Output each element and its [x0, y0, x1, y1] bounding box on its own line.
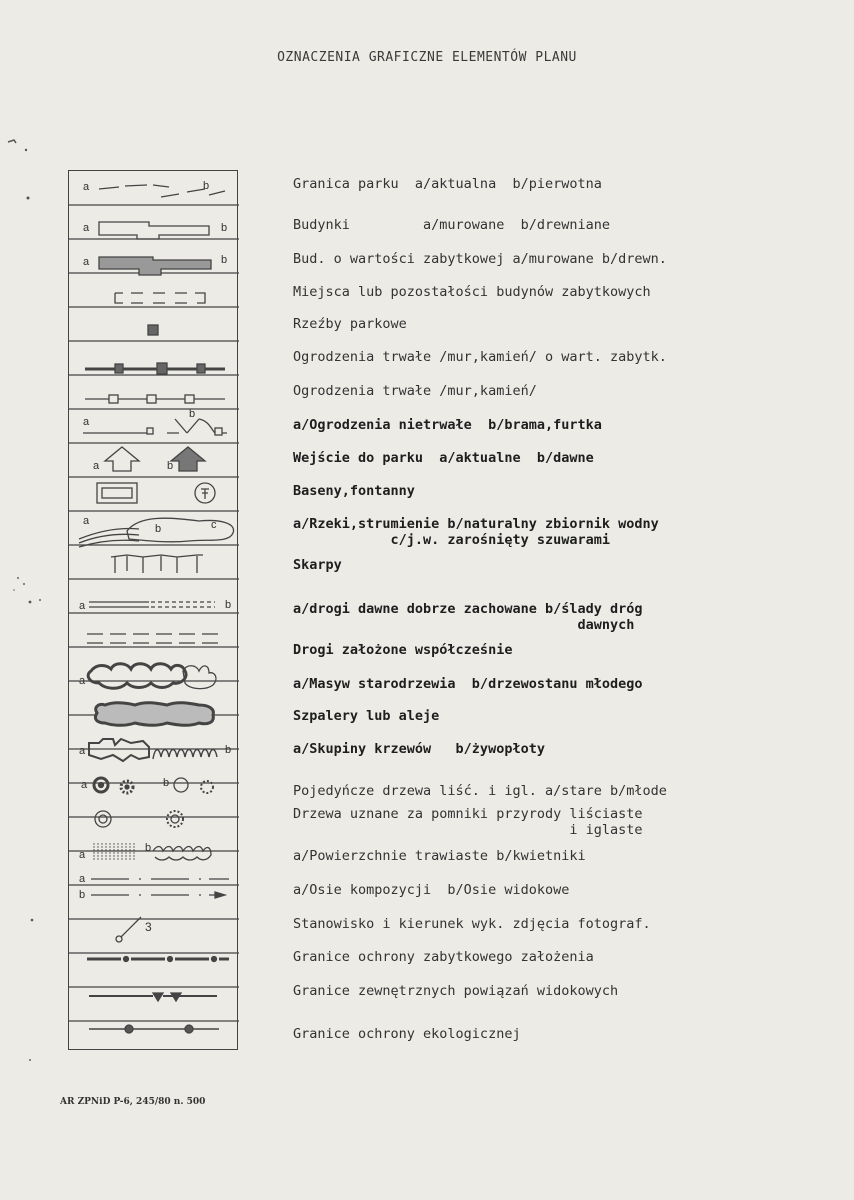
legend-label-baseny: Baseny,fontanny	[293, 483, 415, 499]
symbol-letter: a	[79, 849, 86, 861]
symbol-letter: a	[79, 600, 86, 612]
legend-label-ogrodzenia-trwale: Ogrodzenia trwałe /mur,kamień/	[293, 383, 537, 399]
legend-label-szpalery: Szpalery lub aleje	[293, 708, 440, 724]
symbol-letter: b	[145, 842, 152, 854]
legend-label-drogi-wspolczesne: Drogi założone współcześnie	[293, 642, 513, 658]
legend-label-pomniki: Drzewa uznane za pomniki przyrody liściaste	[293, 806, 643, 822]
legend-label-stanowisko: Stanowisko i kierunek wyk. zdjęcia fotograf.	[293, 916, 651, 932]
legend-label-drogi-dawne: a/drogi dawne dobrze zachowane b/ślady dróg	[293, 601, 643, 617]
legend-label-krzewy: a/Skupiny krzewów b/żywopłoty	[293, 741, 545, 757]
legend-label-ogrodzenia-zabytk: Ogrodzenia trwałe /mur,kamień/ o wart. zabytk.	[293, 349, 667, 365]
symbol-letter: b	[203, 180, 210, 192]
symbol-letter: a	[83, 416, 90, 428]
legend-label-masyw: a/Masyw starodrzewia b/drzewostanu młodego	[293, 676, 643, 692]
symbol-letter: b	[155, 523, 162, 535]
symbol-letter: c	[211, 519, 217, 531]
legend-label-ochrona-ekologiczna: Granice ochrony ekologicznej	[293, 1026, 521, 1042]
legend-label-osie: a/Osie kompozycji b/Osie widokowe	[293, 882, 570, 898]
legend-label-ogrodzenia-nietrwale: a/Ogrodzenia nietrwałe b/brama,furtka	[293, 417, 602, 433]
symbol-letter: b	[163, 777, 170, 789]
legend-label-pomniki: i iglaste	[293, 822, 643, 838]
symbol-letter: a	[81, 779, 88, 791]
symbol-letter: b	[221, 222, 228, 234]
symbol-letter: b	[79, 889, 86, 901]
legend-label-rzeki: c/j.w. zarośnięty szuwarami	[293, 532, 610, 548]
legend-label-miejsca-budynkow: Miejsca lub pozostałości budynów zabytkowych	[293, 284, 651, 300]
symbol-letter: b	[225, 599, 232, 611]
legend-label-trawiaste: a/Powierzchnie trawiaste b/kwietniki	[293, 848, 586, 864]
symbol-letter: a	[83, 515, 90, 527]
legend-label-rzeki: a/Rzeki,strumienie b/naturalny zbiornik wodny	[293, 516, 659, 532]
symbol-letter: a	[79, 873, 86, 885]
page-title: OZNACZENIA GRAFICZNE ELEMENTÓW PLANU	[277, 50, 577, 65]
symbol-letter: a	[83, 256, 90, 268]
symbol-letter: a	[83, 222, 90, 234]
symbol-letter: a	[93, 460, 100, 472]
legend-label-ochrona-zabytkowa: Granice ochrony zabytkowego założenia	[293, 949, 594, 965]
legend-label-drogi-dawne: dawnych	[293, 617, 635, 633]
photo-station-number: 3	[145, 920, 152, 934]
legend-label-budynki: Budynki a/murowane b/drewniane	[293, 217, 610, 233]
legend-label-skarpy: Skarpy	[293, 557, 342, 573]
symbol-letter: b	[189, 408, 196, 420]
footer-note: AR ZPNiD P-6, 245/80 n. 500	[60, 1097, 206, 1107]
legend-label-wejscie: Wejście do parku a/aktualne b/dawne	[293, 450, 594, 466]
symbol-letter: a	[79, 675, 86, 687]
legend-label-granica-parku: Granica parku a/aktualna b/pierwotna	[293, 176, 602, 192]
symbol-letter: b	[225, 744, 232, 756]
symbol-letter: a	[83, 181, 90, 193]
legend-label-drzewa-pojedyncze: Pojedyńcze drzewa liść. i igl. a/stare b/młode	[293, 783, 667, 799]
symbol-letter: a	[79, 745, 86, 757]
legend-label-powiazania: Granice zewnętrznych powiązań widokowych	[293, 983, 619, 999]
legend-label-bud-zabytkowe: Bud. o wartości zabytkowej a/murowane b/drewn.	[293, 251, 667, 267]
legend-label-rzezby: Rzeźby parkowe	[293, 316, 407, 332]
symbol-letter: b	[167, 460, 174, 472]
symbol-letter: b	[221, 254, 228, 266]
